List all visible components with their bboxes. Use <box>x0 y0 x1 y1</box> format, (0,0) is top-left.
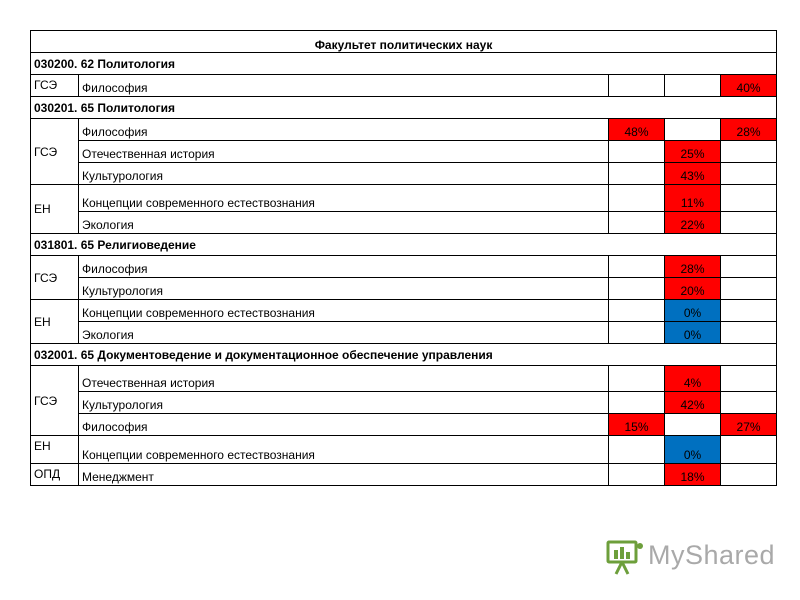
myshared-logo <box>604 536 774 578</box>
value-cell: 43% <box>665 163 721 185</box>
subject-cell: Культурология <box>79 392 609 414</box>
category-cell: ОПД <box>31 464 79 486</box>
subject-cell: Экология <box>79 322 609 344</box>
value-cell: 28% <box>721 119 777 141</box>
table-row <box>31 185 777 212</box>
value-cell: 25% <box>665 141 721 163</box>
subject-cell: Менеджмент <box>79 464 609 486</box>
results-table <box>30 30 777 486</box>
table-row <box>31 212 777 234</box>
value-cell: 15% <box>609 414 665 436</box>
category-cell: ГСЭ <box>31 119 79 185</box>
table-row <box>31 366 777 392</box>
logo-text: MyShared <box>648 540 776 570</box>
subject-cell: Философия <box>79 256 609 278</box>
value-cell <box>665 414 721 436</box>
value-cell <box>609 392 665 414</box>
value-cell <box>721 185 777 212</box>
value-cell <box>665 119 721 141</box>
value-cell <box>721 464 777 486</box>
value-cell <box>609 366 665 392</box>
table-row <box>31 414 777 436</box>
value-cell <box>721 322 777 344</box>
category-cell: ГСЭ <box>31 75 79 97</box>
value-cell <box>609 278 665 300</box>
table-row <box>31 436 777 464</box>
value-cell: 40% <box>721 75 777 97</box>
subject-cell: Культурология <box>79 163 609 185</box>
category-cell: ЕН <box>31 436 79 464</box>
value-cell <box>609 464 665 486</box>
table-title: Факультет политических наук <box>31 31 777 53</box>
subject-cell: Отечественная история <box>79 141 609 163</box>
subject-cell: Экология <box>79 212 609 234</box>
value-cell: 0% <box>665 300 721 322</box>
section-heading: 032001. 65 Документоведение и документационное обеспечение управления <box>31 344 777 366</box>
value-cell <box>721 366 777 392</box>
value-cell: 48% <box>609 119 665 141</box>
value-cell <box>721 141 777 163</box>
table-row <box>31 141 777 163</box>
value-cell: 20% <box>665 278 721 300</box>
category-cell: ЕН <box>31 185 79 234</box>
value-cell <box>721 163 777 185</box>
table-row <box>31 322 777 344</box>
section-heading: 031801. 65 Религиоведение <box>31 234 777 256</box>
value-cell: 22% <box>665 212 721 234</box>
value-cell: 0% <box>665 436 721 464</box>
section-heading: 030200. 62 Политология <box>31 53 777 75</box>
subject-cell: Культурология <box>79 278 609 300</box>
subject-cell: Философия <box>79 75 609 97</box>
value-cell: 27% <box>721 414 777 436</box>
subject-cell: Отечественная история <box>79 366 609 392</box>
value-cell <box>665 75 721 97</box>
value-cell <box>609 163 665 185</box>
value-cell: 0% <box>665 322 721 344</box>
value-cell <box>721 256 777 278</box>
presentation-board-icon <box>604 538 644 578</box>
value-cell <box>609 300 665 322</box>
value-cell <box>609 185 665 212</box>
subject-cell: Концепции современного естествознания <box>79 436 609 464</box>
table-row <box>31 392 777 414</box>
value-cell: 28% <box>665 256 721 278</box>
value-cell <box>609 436 665 464</box>
table-row <box>31 464 777 486</box>
table-row <box>31 278 777 300</box>
subject-cell: Философия <box>79 119 609 141</box>
section-heading: 030201. 65 Политология <box>31 97 777 119</box>
subject-cell: Философия <box>79 414 609 436</box>
subject-cell: Концепции современного естествознания <box>79 185 609 212</box>
value-cell: 18% <box>665 464 721 486</box>
value-cell <box>609 322 665 344</box>
value-cell <box>721 212 777 234</box>
table-row <box>31 256 777 278</box>
value-cell <box>721 436 777 464</box>
value-cell: 42% <box>665 392 721 414</box>
value-cell: 4% <box>665 366 721 392</box>
category-cell: ГСЭ <box>31 256 79 300</box>
value-cell <box>609 141 665 163</box>
value-cell: 11% <box>665 185 721 212</box>
value-cell <box>721 392 777 414</box>
value-cell <box>609 75 665 97</box>
table-row <box>31 163 777 185</box>
subject-cell: Концепции современного естествознания <box>79 300 609 322</box>
table-row <box>31 119 777 141</box>
value-cell <box>721 278 777 300</box>
category-cell: ЕН <box>31 300 79 344</box>
table-row <box>31 75 777 97</box>
category-cell: ГСЭ <box>31 366 79 436</box>
value-cell <box>609 212 665 234</box>
value-cell <box>609 256 665 278</box>
value-cell <box>721 300 777 322</box>
table-row <box>31 300 777 322</box>
